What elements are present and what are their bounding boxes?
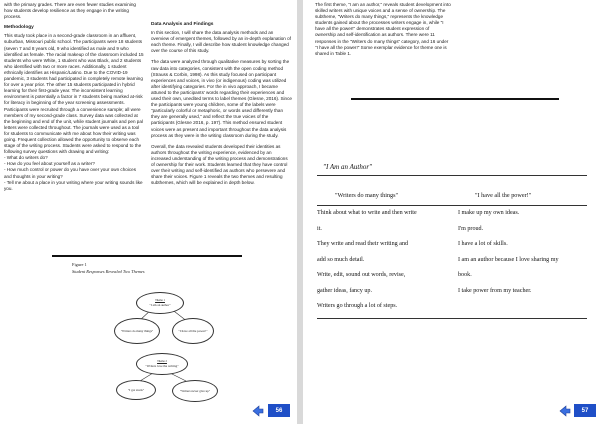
table-cell: I make up my own ideas. <box>458 210 520 216</box>
previous-page-arrow-icon[interactable] <box>559 405 571 417</box>
table-cell: I have a lot of skills. <box>458 241 508 247</box>
table-cell: Think about what to write and then write <box>317 210 417 216</box>
table-cell: I take power from my teacher. <box>458 287 532 294</box>
table-title: "I Am an Author" <box>323 163 372 171</box>
survey-question: - How do you feel about yourself as a writer? <box>4 161 95 167</box>
data-analysis-heading: Data Analysis and Findings <box>151 22 214 27</box>
page-number-badge: 56 <box>268 404 290 417</box>
table-cell: I am an author because I love sharing my <box>458 256 559 263</box>
survey-question: - What do writers do? <box>4 155 48 161</box>
table-cell: Write, edit, sound out words, revise, <box>317 272 406 278</box>
data-analysis-paragraph-1: In this section, I will share the data analysis methods and an overview of emergent themes, followed by an in-depth explanation of each theme. Finally, I will describe how student knowledge changed over the course of this study. <box>151 30 291 54</box>
figure-title: Student Responses Revealed Two Themes <box>72 269 145 274</box>
table-cell: book. <box>458 272 472 278</box>
table-cell: They write and read their writing and <box>317 241 409 247</box>
table-bottom-rule <box>317 318 587 319</box>
subtheme-1b-ellipse <box>172 318 214 344</box>
page-number-badge: 57 <box>574 404 596 417</box>
table-col2-header: "I have all the power!" <box>475 192 532 199</box>
left-page <box>0 0 297 424</box>
data-analysis-paragraph-3: Overall, the data revealed students developed their identities as authors throughout the writing experience, evidenced by an increased understanding of the writing process and demonstrations of ownership for their work. Students learned that they have control over their writing and self-identified as authors who persevere and share their voices. Figure 1 reveals the two themes and resulting subthemes, which will be explained in depth below. <box>151 143 288 186</box>
table-col1-header: "Writers do many things" <box>335 192 399 199</box>
theme-2-ellipse <box>136 353 188 375</box>
survey-question: - How much control or power do you have over your own choices and thoughts in your writing? <box>4 167 137 179</box>
table-cell: add so much detail. <box>317 256 365 263</box>
subtheme-2a-text: "I got stuck" <box>127 388 145 392</box>
methodology-paragraph: This study took place in a second-grade classroom in an affluent, suburban, Missouri public school. The participants were 18 students (seven 7 and 8 years old, 9 who identified as male and 9 who identified as female. The racial makeup of the classroom included 15 students who were White, 1 student who was Black, and 2 students who identified with two or more races. Additionally, 1 student ethnically identifies as Hispanic/Latino. Due to the COVID-19 pandemic, 3 students had participated in completely remote learning for over a year prior. The other 15 students participated in hybrid learning for their first-grade year. The inconsistent learning environment is potentially a factor in 7 students being marked at-risk for literacy in beginning of the year screening assessments. Participants were recruited through a convenience sample; all were members of my second-grade class. Survey data was collected at the beginning and end of the unit, while student journals and pen pal letters were collected throughout. The journals were used as a tool for students to communicate with me about how their writing was going. Frequent collection allowed the opportunity to observe each stage of the writing process. Students were asked to respond to the following survey questions with drawing and writing: <box>4 33 144 155</box>
previous-page-arrow-icon[interactable] <box>252 405 264 417</box>
theme-2-text: "Writers love the writing" <box>145 364 179 368</box>
table-top-rule <box>317 175 587 176</box>
right-page <box>303 0 600 424</box>
table-col2-cells <box>458 206 593 299</box>
table-cell: it. <box>317 225 322 232</box>
intro-paragraph: with the primary grades. There are even fewer studies examining how students develop resilience as they engage in the writing process. <box>4 2 136 20</box>
subtheme-2a-ellipse <box>116 380 156 400</box>
theme-1-tag: Theme 1 <box>155 299 165 302</box>
subtheme-2b-ellipse <box>172 380 218 402</box>
theme-1-ellipse <box>136 292 184 314</box>
table-cell: I'm proud. <box>458 225 484 232</box>
table-cell: Writers go through a lot of steps. <box>317 303 398 309</box>
subtheme-1b-text: "I have all the power!" <box>178 329 208 333</box>
methodology-heading: Methodology <box>4 25 34 31</box>
subtheme-2b-text: "Writers never give up" <box>179 389 211 393</box>
subtheme-1a-text: "Writers do many things" <box>120 329 154 333</box>
data-analysis-paragraph-2: The data were analyzed through qualitative measures by sorting the raw data into categories, consistent with the open coding method (Strauss & Corbin, 1998). As this study focused on participant experiences and voices, in vivo (or indigenous) coding was utilized after identifying categories. For the in vivo approach, I became attuned to the participants' words regarding their experiences and used their own, unedited terms to label themes (Glesne, 2016). Since the participants were young children, some of the labels were "particularly colorful or metaphoric, or words used differently than they are generally used," and reflect the true voices of the participants (Glesne 2016, p. 197). This method ensured student voices were as present and important throughout the data analysis process as they were in the writing classroom during the study. <box>151 59 292 138</box>
theme-one-paragraph: The first theme, "I am an author," reveals student development into skilled writers with unique voices and a sense of ownership. The subtheme, "Writers do many things," represents the knowledge students gained about the processes writers engage in, while "I have all the power!" demonstrates student expression of ownership and self-identification as authors. There were 11 responses in the "Writers do many things" category, and 16 under "I have all the power!" Some exemplar evidence for theme one is shared in Table 1. <box>315 2 451 56</box>
table-cell: gather ideas, fancy up. <box>317 287 372 294</box>
figure-label: Figure 1 <box>72 262 87 267</box>
section-divider <box>351 98 559 100</box>
survey-question: - Tell me about a place in your writing where your writing sounds like you. <box>4 179 143 191</box>
theme-2-tag: Theme 2 <box>157 360 167 363</box>
right-column-1 <box>315 2 451 62</box>
table-col1-cells <box>317 206 442 315</box>
theme-1-text: "I am an author" <box>149 303 171 307</box>
subtheme-1a-ellipse <box>114 318 160 344</box>
